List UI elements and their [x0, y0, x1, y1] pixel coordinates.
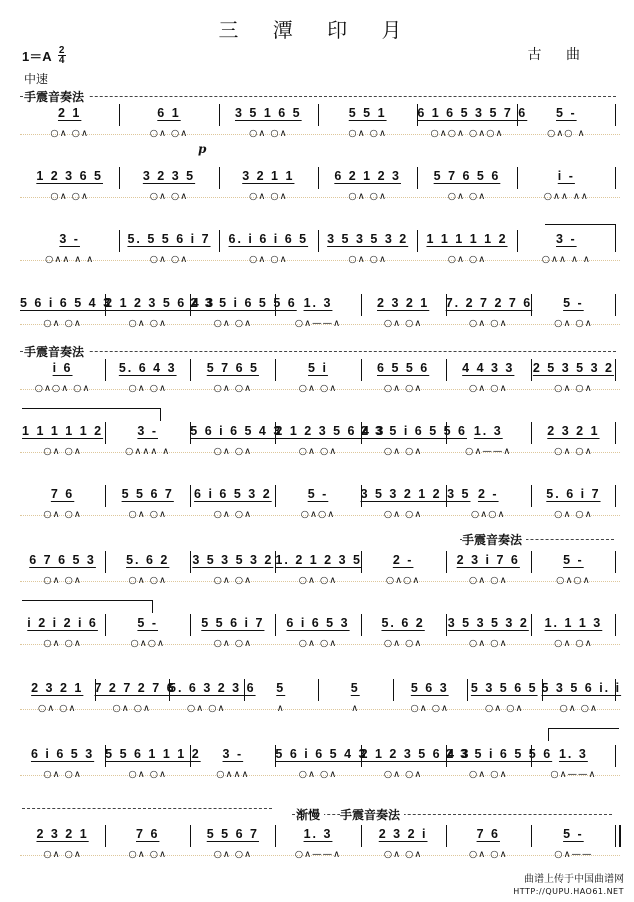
score-system	[20, 612, 620, 670]
barline	[615, 359, 616, 381]
measure-fingering: ○∧ ○∧	[112, 703, 151, 714]
measure-notes: 3 5 3 5 3 2	[327, 232, 409, 246]
dynamic-marking: p	[198, 142, 207, 156]
measure-notes: 2 5 3 5 3 2	[532, 361, 614, 375]
measure-fingering: ○∧ ○∧	[128, 383, 167, 394]
measure-notes: 5 3 5 6 i. i	[541, 681, 622, 695]
measure-notes: 5 -	[563, 553, 584, 567]
measure-notes: 5 5 6 7	[121, 487, 174, 501]
score-system	[20, 357, 620, 415]
measure-notes: 3 5 3 5 3 2	[447, 616, 529, 630]
measure-fingering: ○∧ ○∧	[484, 703, 524, 714]
measure-notes: 5	[276, 681, 286, 695]
measure	[119, 102, 218, 160]
time-signature	[58, 46, 66, 65]
measure-fingering: ○∧○∧	[556, 575, 591, 586]
measure-notes: 5. 5 5 6 i 7	[127, 232, 211, 246]
measure-notes: 2 3 2 1	[31, 681, 84, 695]
measure-fingering: ○∧ ○∧	[213, 446, 253, 457]
measure-fingering: ○∧∧ ∧ ∧	[45, 254, 95, 265]
measure	[360, 420, 468, 478]
page-title: 三 潭 印 月	[218, 18, 416, 42]
measure-notes: 6 1	[157, 106, 181, 120]
measure-fingering: ∧	[351, 703, 360, 714]
measure-notes: 5	[350, 681, 360, 695]
measure-fingering: ○∧∧ ∧ ∧	[541, 254, 591, 265]
measure	[219, 102, 318, 160]
measure-fingering: ○∧○∧	[471, 509, 506, 520]
measure-fingering: ○∧ ○∧	[554, 383, 593, 394]
measure-notes: 5 -	[563, 827, 584, 841]
measure	[20, 228, 119, 286]
key-label: 1＝A	[22, 49, 52, 64]
measure	[20, 165, 119, 223]
measure-fingering: ○∧——∧	[294, 849, 342, 860]
measure-fingering: ○∧○∧	[385, 575, 421, 586]
measure	[517, 102, 616, 160]
measure-notes: 3 2 1 1	[242, 169, 295, 183]
measure	[318, 102, 417, 160]
technique-line	[22, 808, 272, 809]
measure-notes: 5. 6 3 2 3 6	[169, 681, 256, 695]
measure	[318, 677, 393, 735]
measure-notes: 5 6 3	[410, 681, 449, 695]
measure	[517, 228, 616, 286]
measure-notes: 3 5 1 6 5	[234, 106, 302, 120]
measure-fingering: ○∧ ○∧	[383, 769, 423, 780]
composer: 古 曲	[527, 47, 590, 63]
measure-notes: 6 2 1 2 3	[334, 169, 401, 183]
measure	[275, 483, 360, 541]
measure	[361, 549, 446, 607]
measure-fingering: ○∧ ○∧	[298, 383, 338, 394]
measure	[105, 549, 190, 607]
measure-fingering: ○∧ ○∧	[469, 575, 508, 586]
measure	[517, 165, 616, 223]
measure-fingering: ○∧○∧	[130, 638, 165, 649]
measure-notes: 2 3 5 i 6 5 5 6	[190, 296, 297, 310]
footer-text: 曲谱上传于中国曲谱网	[524, 874, 624, 885]
measure-fingering: ○∧ ○∧	[43, 318, 82, 329]
measure-notes: 5 -	[556, 106, 577, 120]
measure	[531, 612, 616, 670]
measure-notes: 5 6 i 6 5 4 3	[275, 747, 368, 761]
measure	[20, 743, 105, 801]
measure	[446, 483, 531, 541]
measure-fingering: ○∧∧∧	[216, 769, 250, 780]
barline	[615, 104, 616, 126]
measure-fingering: ○∧ ○∧	[249, 191, 288, 202]
measure	[119, 228, 218, 286]
measure	[361, 823, 446, 881]
measure	[20, 420, 105, 478]
measure	[190, 292, 297, 350]
measure-notes: 2 1	[57, 106, 82, 120]
measure-fingering: ○∧ ○∧	[186, 703, 226, 714]
measure-fingering: ○∧○∧ ○∧○∧	[430, 128, 504, 139]
score-system	[20, 677, 620, 735]
measure-notes: 2 -	[477, 487, 499, 501]
technique-line	[20, 96, 616, 97]
measure-fingering: ○∧ ○∧	[149, 254, 189, 265]
measure	[275, 292, 360, 350]
key-signature	[22, 46, 66, 65]
measure	[105, 743, 201, 801]
measure-fingering: ○∧ ○∧	[213, 383, 253, 394]
measure	[94, 677, 176, 735]
measure-fingering: ○∧——	[554, 849, 593, 860]
measure-fingering: ∧	[276, 703, 285, 714]
measure-fingering: ○∧ ○∧	[249, 128, 288, 139]
measure-notes: 2 3 2 1	[377, 296, 430, 310]
measure-notes: 2 1 2 3 5 6 4 3	[275, 424, 386, 438]
measure	[318, 165, 417, 223]
measure-notes: 1. 3	[473, 424, 503, 438]
measure	[531, 292, 616, 350]
measure	[531, 823, 616, 881]
measure	[275, 357, 360, 415]
measure	[446, 420, 531, 478]
measure-fingering: ○∧ ○∧	[298, 638, 338, 649]
measure-fingering: ○∧ ○∧	[128, 575, 167, 586]
measure	[105, 357, 190, 415]
measure-notes: 7. 2 7 2 7 6	[445, 296, 533, 310]
score-system	[20, 483, 620, 541]
measure-notes: 5 5 1	[348, 106, 387, 120]
measure-notes: 6 i 6 5 3	[286, 616, 350, 630]
measure-notes: 5 -	[563, 296, 584, 310]
measure	[20, 612, 105, 670]
barline	[615, 422, 616, 444]
measure-fingering: ○∧ ○∧	[559, 703, 598, 714]
measure	[20, 357, 105, 415]
measure	[190, 357, 275, 415]
measure-notes: 5. 6 4 3	[118, 361, 177, 375]
score-system	[20, 549, 620, 607]
barline	[615, 745, 616, 767]
measure-notes: 1 1 1 1 1 2	[22, 424, 104, 438]
measure-notes: 7 6	[476, 827, 500, 841]
measure	[541, 677, 622, 735]
barline	[615, 825, 621, 847]
measure-fingering: ○∧ ○∧	[298, 575, 338, 586]
measure-notes: 2 1 2 3 5 6 4 3	[105, 296, 216, 310]
measure	[360, 483, 471, 541]
measure	[275, 612, 360, 670]
measure-notes: 2 3 5 i 6 5 5 6	[445, 747, 553, 761]
measure-notes: 1. 1 1 3	[544, 616, 603, 630]
technique-label: 手震音奏法	[340, 806, 404, 823]
measure-notes: 1. 3	[558, 747, 588, 761]
measure-notes: 2 3 i 7 6	[456, 553, 520, 567]
measure-notes: 3 -	[137, 424, 158, 438]
measure-fingering: ○∧ ○∧	[383, 509, 423, 520]
measure-notes: 3 5 3 2 1 2 3 5	[360, 487, 471, 501]
measure-fingering: ○∧○ ∧	[547, 128, 586, 139]
technique-label: 手震音奏法	[462, 531, 526, 548]
measure	[393, 677, 468, 735]
measure-fingering: ○∧ ○∧	[469, 383, 508, 394]
measure	[531, 743, 616, 801]
meter-top: 2	[58, 45, 65, 56]
measure	[190, 823, 275, 881]
measure-notes: 6 5 5 6	[377, 361, 430, 375]
measure-notes: 1. 3	[303, 827, 333, 841]
measure-fingering: ○∧ ○∧	[383, 638, 423, 649]
measure-fingering: ○∧ ○∧	[447, 191, 487, 202]
measure-notes: i 2 i 2 i 6	[27, 616, 98, 630]
measure-notes: 6 i 6 5 3 2	[194, 487, 272, 501]
measure-notes: 5 6 i 6 5 4 3	[20, 296, 113, 310]
measure-fingering: ○∧ ○∧	[249, 254, 288, 265]
measure	[20, 677, 95, 735]
measure-fingering: ○∧ ○∧	[469, 769, 508, 780]
measure-fingering: ○∧ ○∧	[213, 638, 253, 649]
measure	[20, 292, 113, 350]
measure-fingering: ○∧ ○∧	[383, 849, 423, 860]
score-system	[20, 165, 620, 223]
measure-notes: 1. 2 1 2 3 5	[275, 553, 362, 567]
measure	[531, 549, 616, 607]
measure-notes: i 6	[52, 361, 73, 375]
measure	[467, 677, 542, 735]
measure-notes: 3 -	[59, 232, 80, 246]
measure-fingering: ○∧——∧	[465, 446, 512, 457]
measure	[190, 743, 275, 801]
measure	[105, 420, 190, 478]
score-system	[20, 292, 620, 350]
measure-fingering: ○∧ ○∧	[469, 638, 508, 649]
measure-fingering: ○∧ ○∧	[469, 318, 508, 329]
measure-notes: 3 -	[556, 232, 577, 246]
measure-notes: 2 1 2 3 5 6 4 3	[360, 747, 471, 761]
measure-notes: 5 i	[308, 361, 328, 375]
measure-notes: 3 2 3 5	[142, 169, 196, 183]
measure-notes: 7 6	[50, 487, 75, 501]
measure-fingering: ○∧ ○∧	[554, 446, 593, 457]
measure	[417, 228, 516, 286]
measure-notes: 2 -	[392, 553, 414, 567]
measure-notes: 5 5 6 1 1 1 2	[105, 747, 201, 761]
measure-notes: 2 3 2 1	[36, 827, 89, 841]
measure-notes: 2 3 5 i 6 5 5 6	[360, 424, 468, 438]
measure-fingering: ○∧○∧ ○∧	[34, 383, 91, 394]
measure	[219, 228, 318, 286]
measure	[531, 483, 616, 541]
rit-marking: 渐慢	[296, 806, 324, 823]
measure-fingering: ○∧ ○∧	[128, 769, 167, 780]
measure-notes: 1. 3	[303, 296, 333, 310]
measure-fingering: ○∧ ○∧	[149, 191, 189, 202]
measure	[105, 483, 190, 541]
meter-bottom: 4	[58, 55, 65, 66]
barline	[615, 551, 616, 573]
measure-fingering: ○∧ ○∧	[469, 849, 508, 860]
measure-notes: 5 -	[137, 616, 158, 630]
measure-notes: 6 i 6 5 3	[30, 747, 95, 761]
measure-notes: 6. i 6 i 6 5	[228, 232, 309, 246]
measure-fingering: ○∧ ○∧	[50, 128, 89, 139]
measure-fingering: ○∧ ○∧	[43, 446, 82, 457]
measure-fingering: ○∧ ○∧	[383, 446, 423, 457]
measure-fingering: ○∧ ○∧	[554, 318, 593, 329]
measure	[244, 677, 319, 735]
measure-fingering: ○∧ ○∧	[213, 318, 253, 329]
measure	[318, 228, 417, 286]
measure-fingering: ○∧ ○∧	[37, 703, 77, 714]
measure	[169, 677, 256, 735]
barline	[615, 294, 616, 316]
measure-fingering: ○∧ ○∧	[43, 849, 82, 860]
technique-label: 手震音奏法	[24, 343, 88, 360]
measure-fingering: ○∧ ○∧	[128, 318, 167, 329]
measure	[275, 743, 368, 801]
measure-fingering: ○∧ ○∧	[410, 703, 449, 714]
measure-fingering: ○∧ ○∧	[348, 191, 387, 202]
measure-notes: 5 3 5 6 5	[470, 681, 538, 695]
measure	[360, 743, 471, 801]
measure-fingering: ○∧ ○∧	[213, 509, 253, 520]
measure-notes: 2 3 2 1	[547, 424, 600, 438]
measure	[20, 483, 105, 541]
score-system	[20, 420, 620, 478]
measure-notes: i -	[557, 169, 575, 183]
measure-fingering: ○∧ ○∧	[348, 128, 387, 139]
measure-fingering: ○∧ ○∧	[447, 254, 487, 265]
measure-fingering: ○∧ ○∧	[554, 638, 593, 649]
barline	[615, 230, 616, 252]
measure	[105, 612, 190, 670]
measure-fingering: ○∧ ○∧	[213, 849, 253, 860]
measure	[417, 102, 528, 160]
measure	[275, 823, 360, 881]
measure-notes: 6 1 6 5 3 5 7 6	[417, 106, 528, 120]
measure-notes: 5 7 6 5	[206, 361, 259, 375]
measure-notes: 5. 6 i 7	[546, 487, 601, 501]
measure	[361, 612, 446, 670]
measure	[190, 420, 283, 478]
measure	[20, 102, 119, 160]
measure-fingering: ○∧ ○∧	[348, 254, 387, 265]
measure	[190, 483, 275, 541]
measure-notes: 5 7 6 5 6	[433, 169, 501, 183]
measure	[105, 823, 190, 881]
measure-fingering: ○∧——∧	[294, 318, 342, 329]
measure	[531, 357, 616, 415]
measure	[190, 612, 275, 670]
measure-notes: 6 7 6 5 3	[29, 553, 96, 567]
measure	[446, 823, 531, 881]
score-system	[20, 228, 620, 286]
measure-fingering: ○∧∧ ∧∧	[543, 191, 589, 202]
measure-notes: 4 4 3 3	[462, 361, 515, 375]
measure-notes: 5 6 i 6 5 4 3	[190, 424, 283, 438]
measure-fingering: ○∧ ○∧	[298, 769, 338, 780]
measure	[417, 165, 516, 223]
footer-watermark	[513, 874, 624, 898]
measure-notes: 5 5 6 7	[206, 827, 259, 841]
tempo-marking: 中速	[24, 72, 49, 86]
score-system	[20, 102, 620, 160]
measure-notes: 1 2 3 6 5	[36, 169, 103, 183]
measure-fingering: ○∧ ○∧	[298, 446, 338, 457]
measure	[219, 165, 318, 223]
barline	[615, 485, 616, 507]
measure	[446, 292, 531, 350]
technique-label: 手震音奏法	[24, 88, 88, 105]
measure	[20, 823, 105, 881]
measure-fingering: ○∧ ○∧	[43, 769, 82, 780]
barline	[615, 679, 616, 701]
measure	[105, 292, 216, 350]
measure	[361, 357, 446, 415]
measure-fingering: ○∧ ○∧	[383, 383, 423, 394]
measure-notes: 7 2 7 2 7 6	[94, 681, 176, 695]
score-system	[20, 823, 620, 881]
measure	[190, 549, 275, 607]
measure-fingering: ○∧ ○∧	[43, 509, 82, 520]
measure	[275, 549, 360, 607]
measure-fingering: ○∧ ○∧	[128, 849, 167, 860]
measure-notes: 5. 6 2	[381, 616, 425, 630]
measure-fingering: ○∧ ○∧	[43, 638, 82, 649]
measure	[445, 743, 553, 801]
measure-fingering: ○∧∧∧ ∧	[125, 446, 171, 457]
measure-notes: 5 5 6 i 7	[201, 616, 265, 630]
measure-notes: 2 3 2 i	[378, 827, 428, 841]
measure	[446, 612, 531, 670]
measure	[119, 165, 218, 223]
technique-line	[20, 351, 616, 352]
measure-notes: 5. 6 2	[126, 553, 170, 567]
measure	[446, 549, 531, 607]
measure	[361, 292, 446, 350]
measure-notes: 7 6	[136, 827, 160, 841]
measure-fingering: ○∧○∧	[300, 509, 336, 520]
measure-notes: 3 -	[222, 747, 244, 761]
measure-fingering: ○∧ ○∧	[149, 128, 189, 139]
measure-fingering: ○∧ ○∧	[383, 318, 423, 329]
measure-fingering: ○∧ ○∧	[50, 191, 89, 202]
measure	[20, 549, 105, 607]
measure-fingering: ○∧——∧	[550, 769, 597, 780]
measure-notes: 3 5 3 5 3 2	[192, 553, 274, 567]
measure-fingering: ○∧ ○∧	[128, 509, 167, 520]
measure-fingering: ○∧ ○∧	[43, 575, 82, 586]
measure-notes: 1 1 1 1 1 2	[426, 232, 508, 246]
measure-fingering: ○∧ ○∧	[554, 509, 593, 520]
measure-fingering: ○∧ ○∧	[213, 575, 253, 586]
measure	[446, 357, 531, 415]
barline	[615, 167, 616, 189]
barline	[615, 614, 616, 636]
measure-notes: 5 -	[307, 487, 329, 501]
measure	[531, 420, 616, 478]
score-system	[20, 743, 620, 801]
footer-url: HTTP://QUPU.HAO61.NET	[513, 887, 624, 896]
measure	[275, 420, 386, 478]
